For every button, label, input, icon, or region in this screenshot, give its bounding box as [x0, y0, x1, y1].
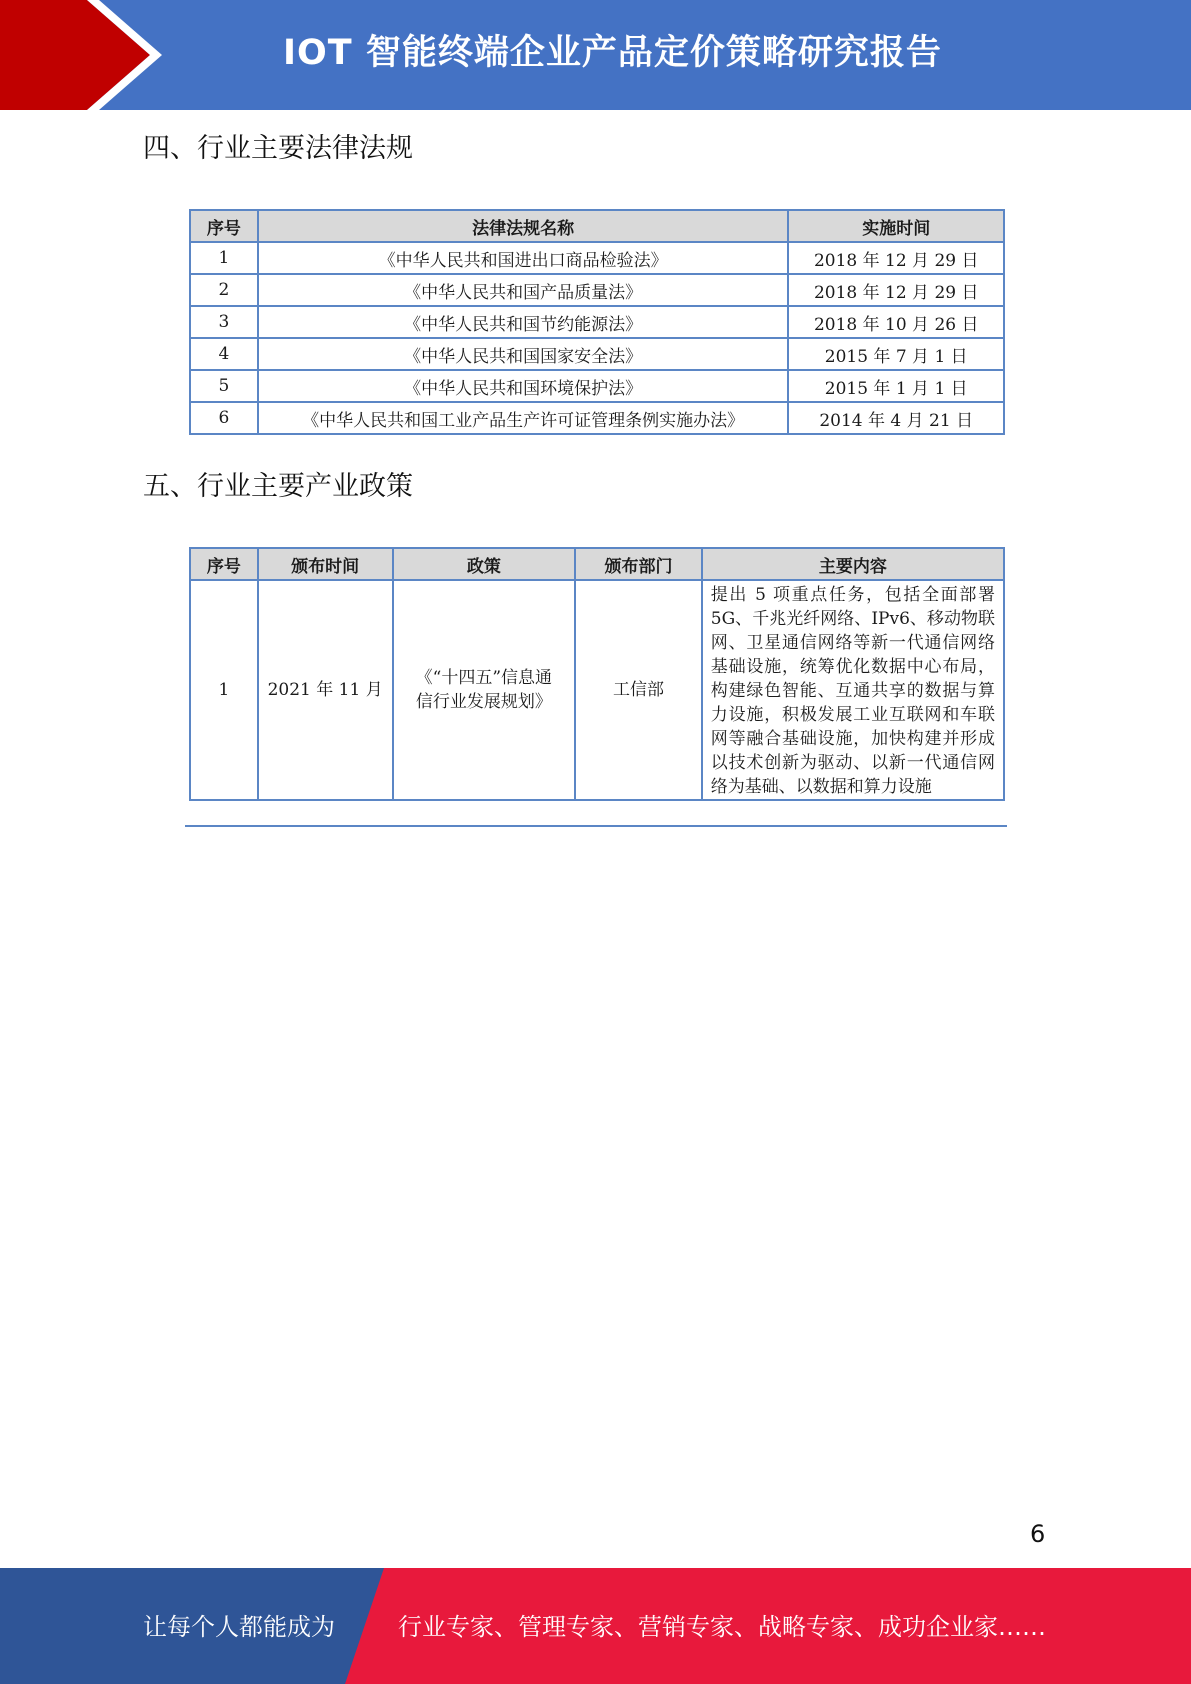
law-name: 《中华人民共和国环境保护法》 [258, 370, 789, 402]
footer-slogan-right: 行业专家、管理专家、营销专家、战略专家、成功企业家…… [398, 1613, 1046, 1641]
table-row [190, 338, 1004, 370]
page-footer [0, 1568, 1191, 1684]
laws-table-header [190, 210, 1004, 242]
col-header-department: 颁布部门 [575, 548, 702, 580]
col-header-policy: 政策 [393, 548, 576, 580]
effective-date: 2018 年 12 月 29 日 [788, 242, 1004, 274]
section-4-title: 四、行业主要法律法规 [143, 133, 413, 164]
policy-table [189, 547, 1005, 801]
table-row [190, 274, 1004, 306]
law-name: 《中华人民共和国工业产品生产许可证管理条例实施办法》 [258, 402, 789, 434]
effective-date: 2014 年 4 月 21 日 [788, 402, 1004, 434]
issue-date: 2021 年 11 月 [258, 580, 393, 800]
table-row [190, 402, 1004, 434]
section-5-title: 五、行业主要产业政策 [143, 471, 413, 502]
law-name: 《中华人民共和国节约能源法》 [258, 306, 789, 338]
col-header-no: 序号 [190, 210, 258, 242]
page-header [0, 0, 1191, 110]
table-row [190, 306, 1004, 338]
row-no: 2 [190, 274, 258, 306]
policy-name: 《“十四五”信息通信行业发展规划》 [393, 580, 576, 800]
law-name: 《中华人民共和国进出口商品检验法》 [258, 242, 789, 274]
laws-table [189, 209, 1005, 435]
row-no: 4 [190, 338, 258, 370]
row-no: 1 [190, 242, 258, 274]
row-no: 3 [190, 306, 258, 338]
col-header-main-content: 主要内容 [702, 548, 1004, 580]
col-header-issue-date: 颁布时间 [258, 548, 393, 580]
law-name: 《中华人民共和国国家安全法》 [258, 338, 789, 370]
law-name: 《中华人民共和国产品质量法》 [258, 274, 789, 306]
table-row [190, 242, 1004, 274]
effective-date: 2015 年 7 月 1 日 [788, 338, 1004, 370]
row-no: 6 [190, 402, 258, 434]
table-row [190, 370, 1004, 402]
row-no: 1 [190, 580, 258, 800]
issuing-department: 工信部 [575, 580, 702, 800]
main-content: 提出 5 项重点任务，包括全面部署 5G、千兆光纤网络、IPv6、移动物联网、卫星通信网络等新一代通信网络基础设施，统筹优化数据中心布局，构建绿色智能、互通共享的数据与算力设施，积极发展工业互联网和车联网等融合基础设施，加快构建并形成以技术创新为驱动、以新一代通信网络为基础、以数据和算力设施 [702, 580, 1004, 800]
row-no: 5 [190, 370, 258, 402]
effective-date: 2018 年 10 月 26 日 [788, 306, 1004, 338]
effective-date: 2018 年 12 月 29 日 [788, 274, 1004, 306]
page-number: 6 [1030, 1520, 1046, 1548]
footer-slogan-left: 让每个人都能成为 [143, 1613, 335, 1641]
col-header-effective-date: 实施时间 [788, 210, 1004, 242]
col-header-law-name: 法律法规名称 [258, 210, 789, 242]
policy-table-header [190, 548, 1004, 580]
col-header-no: 序号 [190, 548, 258, 580]
report-title: IOT 智能终端企业产品定价策略研究报告 [283, 33, 942, 73]
table-bottom-rule [185, 825, 1007, 827]
table-row [190, 580, 1004, 800]
effective-date: 2015 年 1 月 1 日 [788, 370, 1004, 402]
